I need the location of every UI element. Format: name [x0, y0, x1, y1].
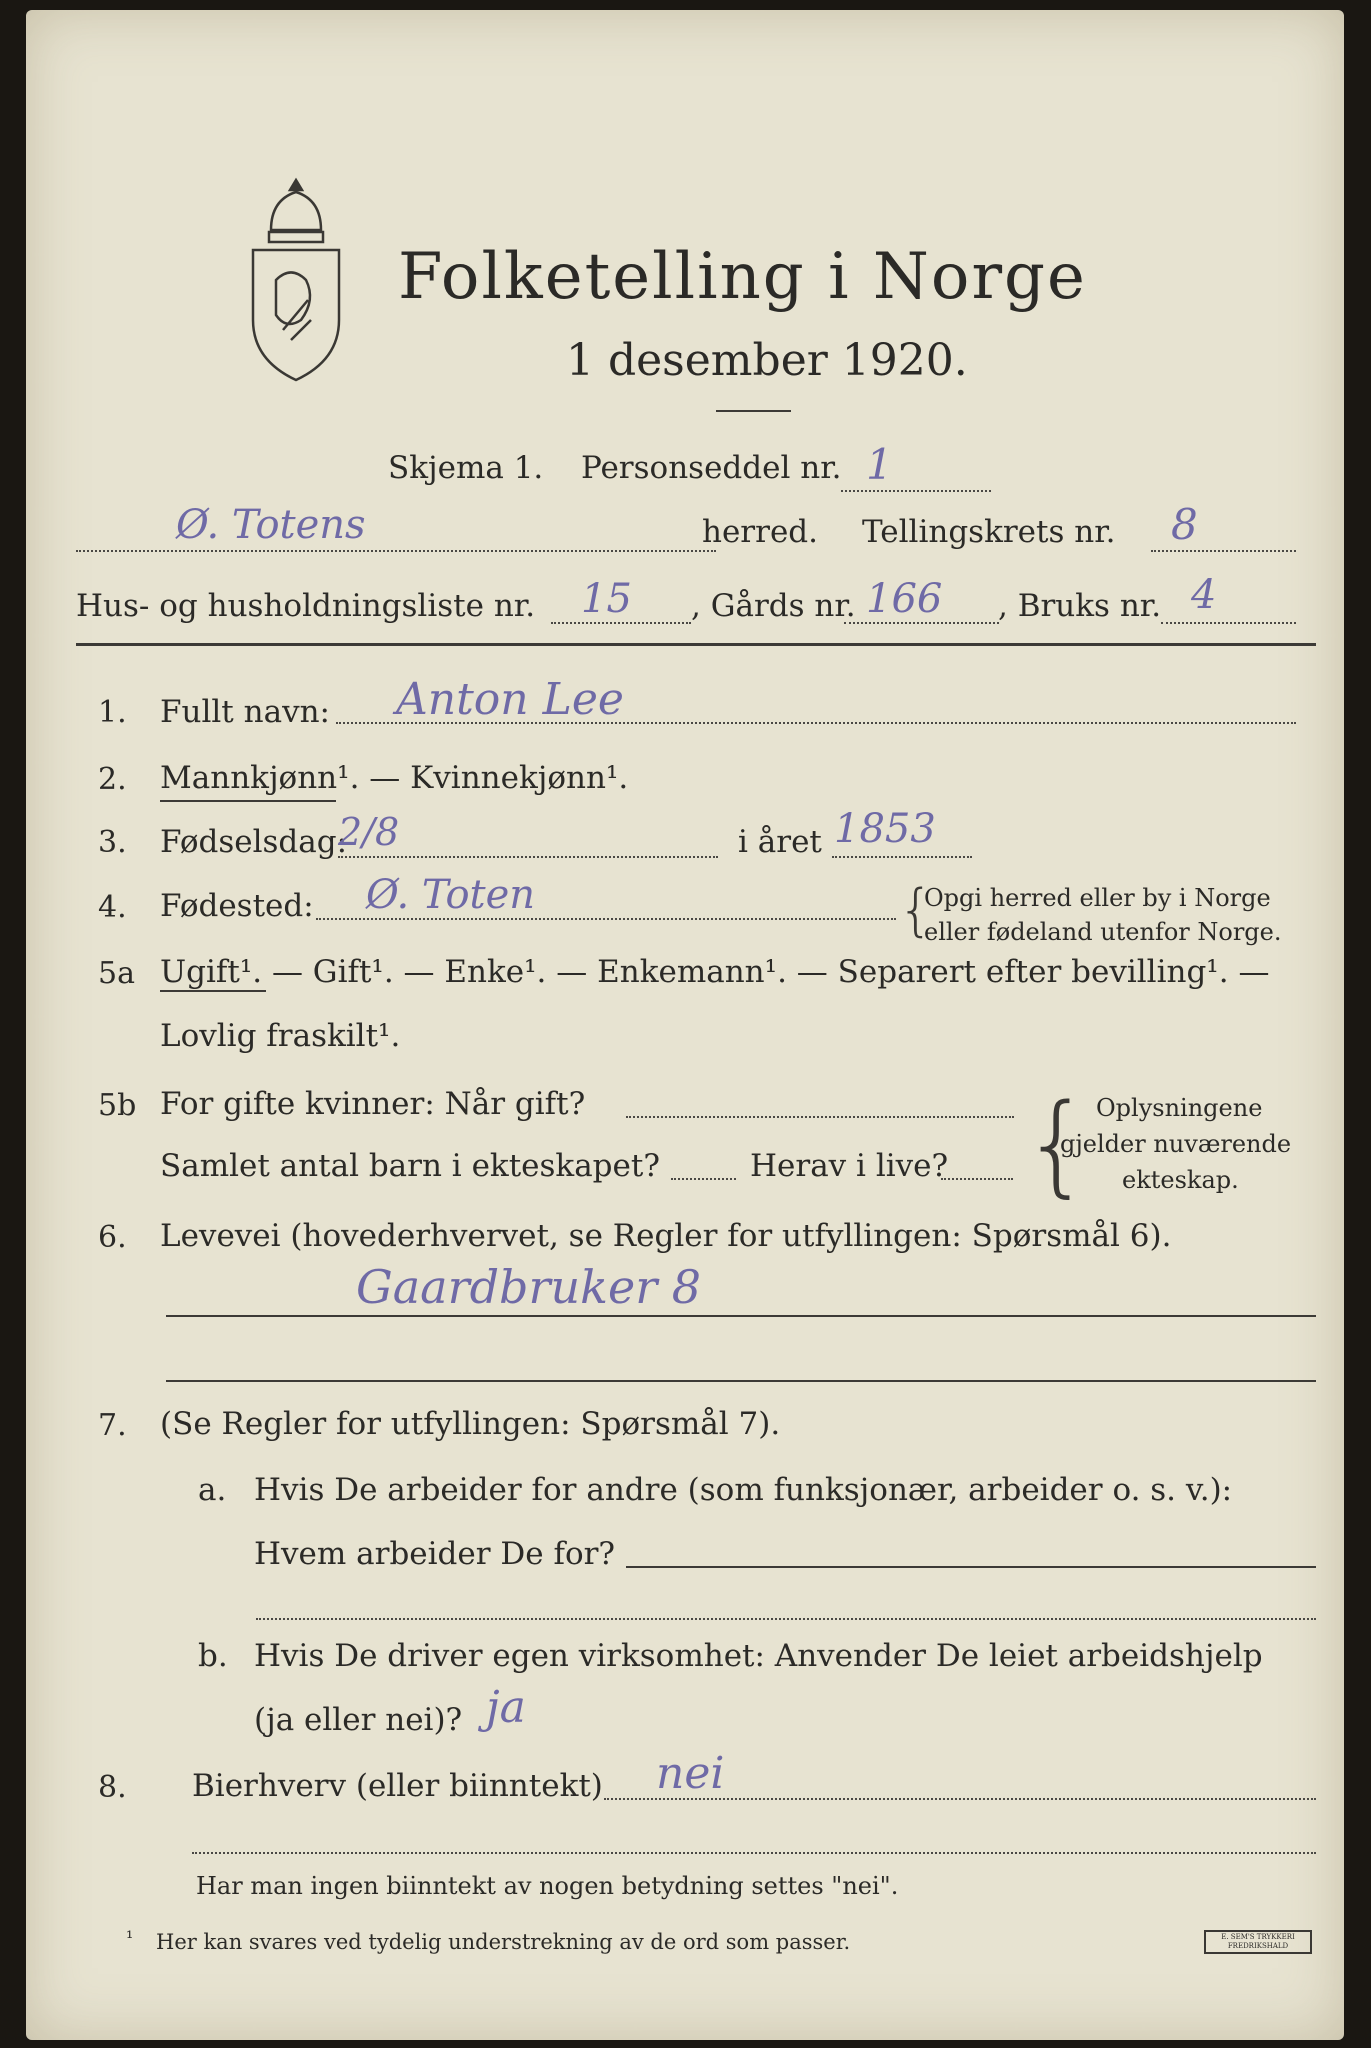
q4-label: Fødested:: [160, 888, 314, 924]
tellingskrets-label: Tellingskrets nr.: [862, 514, 1116, 550]
q3-year-value: 1853: [834, 806, 936, 852]
printer-mark: E. SEM'S TRYKKERI FREDRIKSHALD: [1204, 1930, 1312, 1954]
q5b-label-2: Samlet antal barn i ekteskapet?: [160, 1148, 660, 1184]
footnote-mark: ¹: [126, 1928, 134, 1949]
q3-label: Fødselsdag:: [160, 824, 348, 860]
q2-underline-mannkjonn: [160, 800, 336, 802]
q3-number: 3.: [98, 825, 127, 860]
herred-line: [76, 550, 716, 552]
q8-number: 8.: [98, 1770, 127, 1805]
q5a-underline-ugift: [160, 990, 266, 992]
bruks-label: , Bruks nr.: [998, 588, 1162, 624]
q5a-label-2: Lovlig fraskilt¹.: [160, 1018, 401, 1054]
q5b-note-3: ekteskap.: [1122, 1166, 1239, 1194]
q5b-number: 5b: [98, 1088, 137, 1123]
q7-label: (Se Regler for utfyllingen: Spørsmål 7).: [160, 1406, 781, 1442]
q6-value: Gaardbruker 8: [356, 1260, 702, 1314]
q8-value: nei: [656, 1748, 725, 1799]
title-divider: [716, 410, 791, 412]
footnote: Her kan svares ved tydelig understrekning av de ord som passer.: [156, 1930, 851, 1954]
bruks-line: [1161, 622, 1296, 624]
q6-line-2: [166, 1380, 1316, 1382]
q1-number: 1.: [98, 695, 127, 730]
coat-of-arms-icon: [231, 170, 361, 390]
q3-year-line: [832, 856, 972, 858]
q7a-label: Hvis De arbeider for andre (som funksjonær, arbeider o. s. v.):: [254, 1472, 1233, 1508]
q4-brace: {: [898, 878, 934, 943]
q7b-value: ja: [486, 1682, 526, 1733]
gards-label: , Gårds nr.: [691, 588, 856, 624]
tellingskrets-line: [1151, 550, 1296, 552]
form-title: Folketelling i Norge: [398, 240, 1087, 314]
q1-value: Anton Lee: [396, 674, 624, 725]
q6-number: 6.: [98, 1220, 127, 1255]
q3-line: [338, 856, 718, 858]
q5b-note-1: Oplysningene: [1096, 1094, 1263, 1122]
census-date: 1 desember 1920.: [566, 335, 968, 386]
q5b-barn-line: [671, 1178, 736, 1180]
footer-note: Har man ingen biinntekt av nogen betydning settes "nei".: [196, 1872, 899, 1900]
header-divider: [76, 643, 1316, 646]
personseddel-line: [841, 490, 991, 492]
q4-number: 4.: [98, 890, 127, 925]
q7a-letter: a.: [198, 1472, 227, 1508]
census-form: [26, 10, 1344, 2040]
gards-line: [844, 622, 999, 624]
hus-label: Hus- og husholdningsliste nr.: [76, 588, 536, 624]
q4-value: Ø. Toten: [366, 872, 536, 918]
herred-value: Ø. Totens: [176, 502, 366, 548]
q3-value: 2/8: [338, 810, 400, 854]
q8-label: Bierhverv (eller biinntekt): [192, 1768, 603, 1804]
tellingskrets-value: 8: [1171, 500, 1198, 549]
q1-label: Fullt navn:: [160, 694, 330, 730]
q5b-brace: {: [1022, 1080, 1092, 1208]
hus-value: 15: [581, 576, 632, 622]
personseddel-value: 1: [866, 440, 893, 489]
q5b-note-2: gjelder nuværende: [1060, 1130, 1292, 1158]
q5b-label: For gifte kvinner: Når gift?: [160, 1086, 586, 1122]
skjema-label: Skjema 1.: [388, 450, 544, 486]
q6-label: Levevei (hovederhvervet, se Regler for utfyllingen: Spørsmål 6).: [160, 1218, 1172, 1254]
q5b-live-line: [941, 1178, 1013, 1180]
q5a-label: Ugift¹. — Gift¹. — Enke¹. — Enkemann¹. — Separert efter bevilling¹. —: [160, 954, 1270, 990]
q4-line: [316, 918, 896, 920]
q8-line-2: [192, 1852, 1316, 1854]
q5b-label-3: Herav i live?: [750, 1148, 949, 1184]
personseddel-label: Personseddel nr.: [581, 450, 842, 486]
q3-year-label: i året: [738, 824, 822, 860]
q4-note-2: eller fødeland utenfor Norge.: [924, 918, 1282, 946]
q7a-line-1: [626, 1566, 1316, 1568]
q5b-gift-line: [626, 1116, 1014, 1118]
q2-number: 2.: [98, 762, 127, 797]
q7b-letter: b.: [198, 1638, 228, 1674]
q7a-label-2: Hvem arbeider De for?: [254, 1536, 616, 1572]
q2-label: Mannkjønn¹. — Kvinnekjønn¹.: [160, 760, 629, 796]
q7b-label: Hvis De driver egen virksomhet: Anvender De leiet arbeidshjelp: [254, 1638, 1263, 1674]
q7-number: 7.: [98, 1408, 127, 1443]
q5a-number: 5a: [98, 956, 135, 991]
bruks-value: 4: [1191, 572, 1217, 618]
gards-value: 166: [866, 576, 943, 622]
herred-label: herred.: [702, 514, 818, 550]
q7b-label-2: (ja eller nei)?: [254, 1702, 463, 1738]
q7a-line-2: [256, 1618, 1316, 1620]
q4-note-1: Opgi herred eller by i Norge: [924, 884, 1271, 912]
hus-line: [551, 622, 691, 624]
q6-line-1: [166, 1315, 1316, 1317]
